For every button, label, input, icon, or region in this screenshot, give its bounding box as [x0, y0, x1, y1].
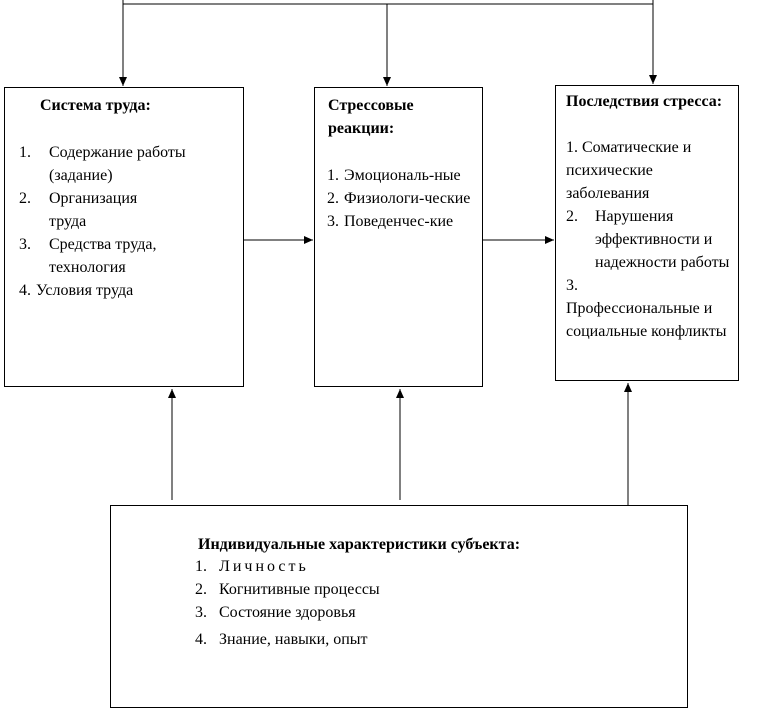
item-text: Когнитивные процессы	[219, 581, 380, 598]
item-text: Содержание работы (задание)	[49, 144, 186, 184]
stress-reactions-title: Стрессовые реакции:	[328, 97, 414, 137]
list-item	[195, 628, 595, 651]
list-item	[566, 205, 738, 274]
item-text: Поведенчес-кие	[344, 213, 454, 230]
item-number: 1.	[327, 167, 339, 184]
item-number: 2.	[19, 190, 31, 207]
list-item	[19, 187, 239, 233]
item-number: 2.	[566, 208, 578, 225]
top-feedback-line	[123, 0, 653, 4]
stress-consequences-block	[555, 85, 739, 381]
item-number: 4.	[19, 282, 31, 299]
stress-reactions-list	[327, 164, 477, 233]
work-system-list	[19, 141, 239, 302]
item-number: 4.	[195, 631, 207, 648]
item-text: Средства труда, технология	[49, 236, 157, 276]
item-text: Состояние здоровья	[219, 604, 356, 621]
item-number: 3.	[19, 236, 31, 253]
list-item	[19, 279, 239, 302]
individual-characteristics-block	[110, 505, 688, 708]
item-text: Условия труда	[36, 282, 134, 299]
item-number: 1.	[19, 144, 31, 161]
list-item	[327, 164, 477, 187]
list-item	[566, 136, 738, 205]
list-item	[19, 141, 239, 187]
item-number: 1.	[566, 139, 578, 156]
list-item	[195, 555, 595, 578]
item-number: 2.	[327, 190, 339, 207]
work-system-block	[4, 87, 244, 387]
item-text: Эмоциональ-ные	[344, 167, 461, 184]
item-text: Соматические и психические заболевания	[566, 139, 692, 202]
item-text: Профессиональные и социальные конфликты	[566, 300, 727, 340]
item-number: 3.	[327, 213, 339, 230]
item-number: 1.	[195, 558, 207, 575]
list-item	[19, 233, 239, 279]
list-item	[195, 578, 595, 601]
item-text: Организация труда	[49, 190, 138, 230]
item-text: Физиологи-ческие	[344, 190, 471, 207]
item-number: 3.	[566, 277, 578, 294]
individual-characteristics-title: Индивидуальные характеристики субъекта:	[198, 536, 521, 553]
stress-consequences-list	[566, 136, 738, 343]
list-item	[327, 210, 477, 233]
list-item	[327, 187, 477, 210]
item-number: 2.	[195, 581, 207, 598]
item-number: 3.	[195, 604, 207, 621]
stress-consequences-title: Последствия стресса:	[566, 93, 723, 110]
individual-characteristics-list	[195, 555, 595, 651]
item-text: Личность	[219, 558, 309, 575]
stress-reactions-block	[314, 87, 483, 387]
item-text: Нарушения эффективности и надежности работы	[595, 208, 730, 271]
list-item	[566, 274, 738, 343]
list-item	[195, 601, 595, 624]
work-system-title: Система труда:	[40, 97, 151, 114]
item-text: Знание, навыки, опыт	[219, 631, 368, 648]
